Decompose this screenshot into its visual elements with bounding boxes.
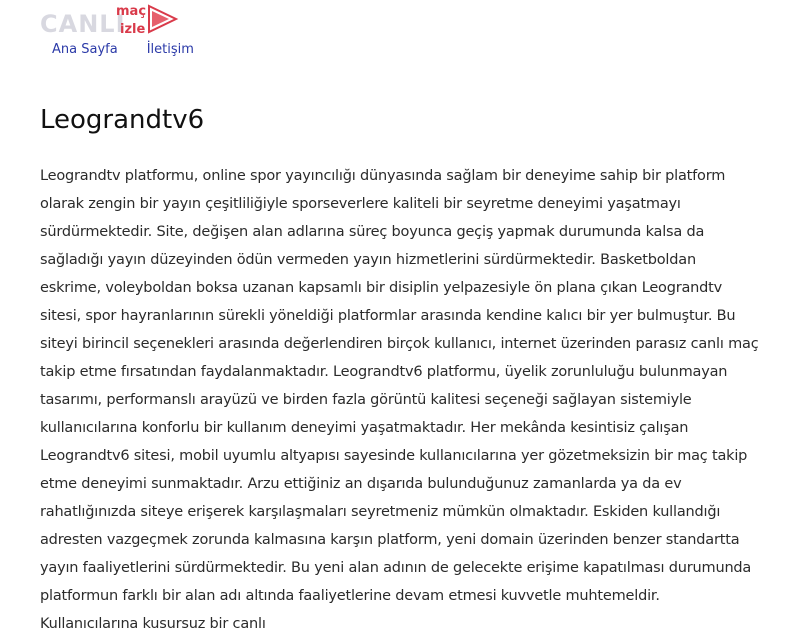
nav-link-home[interactable]: Ana Sayfa [52,42,118,57]
logo-text-bottom: izle [120,22,146,37]
main-content [40,100,760,638]
site-logo[interactable] [40,0,180,38]
main-nav [52,42,194,58]
site-header [0,0,800,70]
nav-link-contact[interactable]: İletişim [146,42,194,57]
page-title: Leograndtv6 [40,105,205,135]
article-body: Leograndtv platformu, online spor yayıncılığı dünyasında sağlam bir deneyime sahip bir platform olarak zengin bir yayın çeşitliliğiyle sporseverlere kaliteli bir seyretme deneyimi yaşatmayı sürdürmektedir. Site, değişen alan adlarına süreç boyunca geçiş yapmak durumunda kalsa da sağladığı yayın düzeyinden ödün vermeden yayın hizmetlerini sürdürmektedir. Basketboldan eskrime, voleyboldan boksa uzanan kapsamlı bir disiplin yelpazesiyle ön plana çıkan Leograndtv sitesi, spor hayranlarının sürekli yöneldiği platformlar arasında kendine kalıcı bir yer bulmuştur. Bu siteyi birincil seçenekleri arasında değerlendiren birçok kullanıcı, internet üzerinden parasız canlı maç takip etme fırsatından faydalanmaktadır. Leograndtv6 platformu, üyelik zorunluluğu bulunmayan tasarımı, performanslı arayüzü ve birden fazla görüntü kalitesi seçeneği sağlayan sistemiyle kullanıcılarına konforlu bir kullanım deneyimi yaşatmaktadır. Her mekânda kesintisiz çalışan Leograndtv6 sitesi, mobil uyumlu altyapısı sayesinde kullanıcılarına yer gözetmeksizin bir maç takip etme deneyimi sunmaktadır. Arzu ettiğiniz an dışarıda bulunduğunuz zamanlarda ya da ev rahatlığınızda siteye erişerek karşılaşmaları seyretmeniz mümkün olmaktadır. Eskiden kullandığı adresten vazgeçmek zorunda kalmasına karşın platform, yeni domain üzerinden benzer standartta yayın faaliyetlerini sürdürmektedir. Bu yeni alan adının de gelecekte erişime kapatılması durumunda platformun farklı bir alan adı altında faaliyetlerine devam etmesi kuvvetle muhtemeldir. Kullanıcılarına kusursuz bir canlı [40,168,759,632]
logo-text-main: CANLI [40,10,126,38]
logo-text-top: maç [116,4,147,19]
